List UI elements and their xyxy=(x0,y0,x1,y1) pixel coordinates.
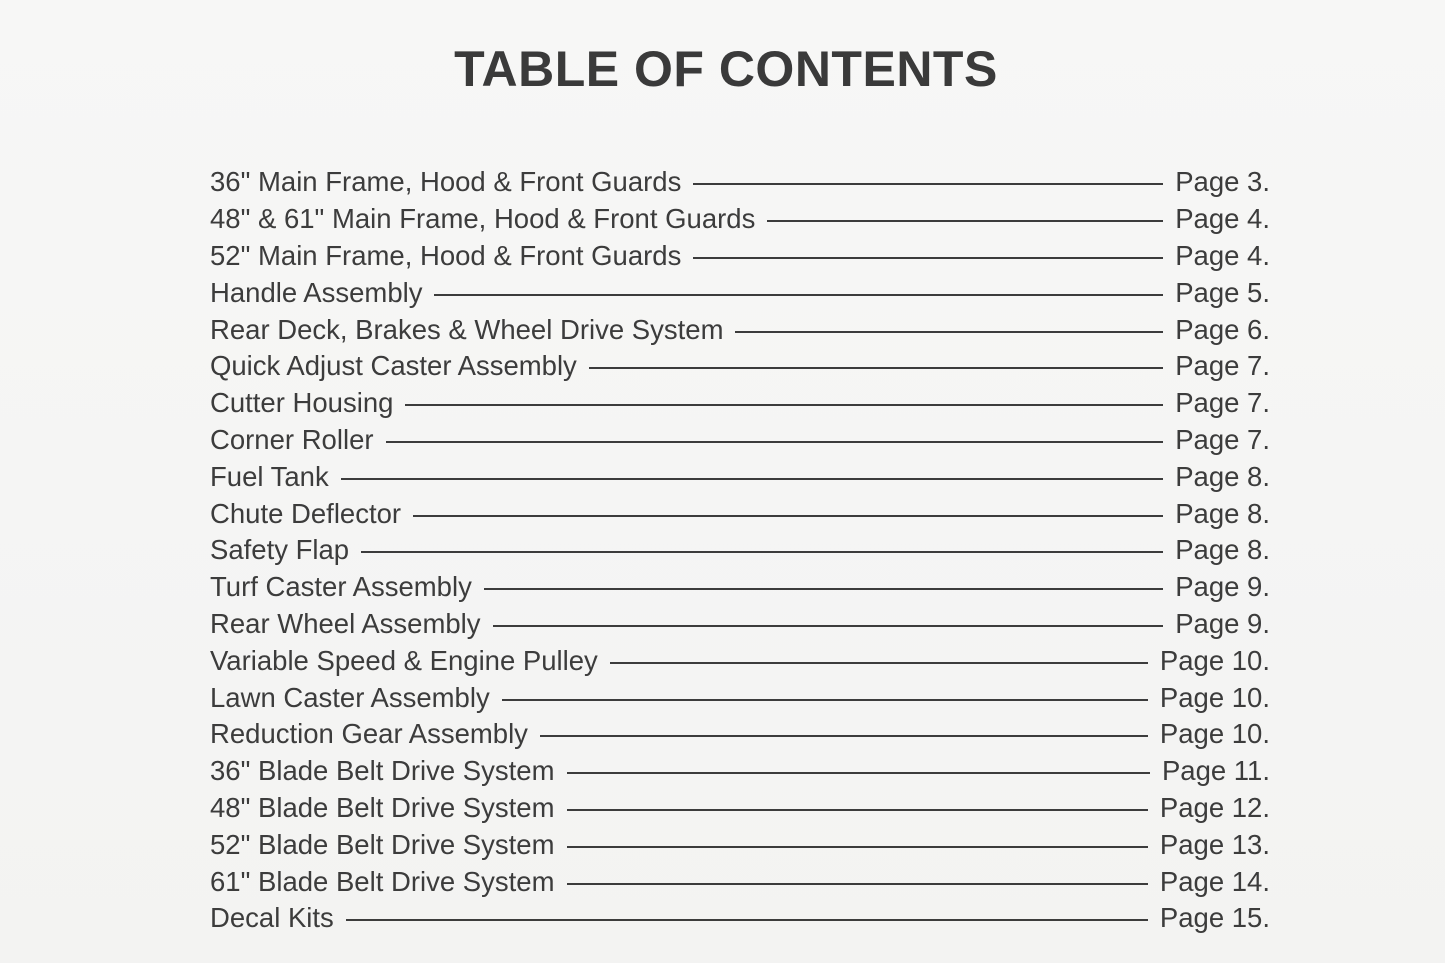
toc-entry xyxy=(210,679,1270,716)
toc-entry xyxy=(210,606,1270,643)
toc-entry-title: Rear Wheel Assembly xyxy=(210,607,481,639)
toc-entry-title: 52" Blade Belt Drive System xyxy=(210,828,555,860)
toc-entry-title: Chute Deflector xyxy=(210,497,402,529)
toc-entry-title: Reduction Gear Assembly xyxy=(210,718,528,750)
toc-leader-line xyxy=(589,367,1163,369)
toc-entry-page-number: Page 10. xyxy=(1159,718,1270,750)
toc-entry xyxy=(210,458,1270,495)
toc-entry-page-number: Page 4. xyxy=(1175,239,1270,271)
toc-leader-line xyxy=(693,183,1163,185)
toc-leader-line xyxy=(346,919,1148,921)
toc-entry-title: 61" Blade Belt Drive System xyxy=(210,865,555,897)
toc-entry-title: Rear Deck, Brakes & Wheel Drive System xyxy=(210,313,724,345)
toc-entry xyxy=(210,900,1270,937)
toc-leader-line xyxy=(405,404,1163,406)
toc-entry-title: Lawn Caster Assembly xyxy=(210,681,490,713)
toc-entry-title: Quick Adjust Caster Assembly xyxy=(210,350,577,382)
toc-entry-title: 52" Main Frame, Hood & Front Guards xyxy=(210,239,682,271)
toc-entry xyxy=(210,863,1270,900)
toc-leader-line xyxy=(493,625,1164,627)
toc-entry xyxy=(210,753,1270,790)
toc-leader-line xyxy=(434,294,1163,296)
toc-entry xyxy=(210,311,1270,348)
toc-entry xyxy=(210,495,1270,532)
toc-leader-line xyxy=(567,809,1148,811)
toc-entry-page-number: Page 3. xyxy=(1175,166,1270,198)
toc-entry-title: Fuel Tank xyxy=(210,460,329,492)
toc-entry-page-number: Page 11. xyxy=(1161,755,1270,787)
toc-leader-line xyxy=(484,588,1163,590)
toc-entry-title: Corner Roller xyxy=(210,423,374,455)
toc-entry xyxy=(210,385,1270,422)
toc-entry-title: Handle Assembly xyxy=(210,276,423,308)
toc-entry-page-number: Page 13. xyxy=(1159,828,1270,860)
toc-entry xyxy=(210,532,1270,569)
toc-entry-page-number: Page 7. xyxy=(1175,387,1270,419)
toc-leader-line xyxy=(540,735,1148,737)
toc-entry xyxy=(210,422,1270,459)
toc-entry-page-number: Page 10. xyxy=(1159,681,1270,713)
toc-entry-page-number: Page 6. xyxy=(1175,313,1270,345)
toc-entry-title: 48" Blade Belt Drive System xyxy=(210,791,555,823)
toc-entry xyxy=(210,201,1270,238)
toc-leader-line xyxy=(567,883,1148,885)
toc-leader-line xyxy=(567,846,1148,848)
toc-entry xyxy=(210,790,1270,827)
toc-leader-line xyxy=(341,478,1163,480)
toc-entry xyxy=(210,716,1270,753)
toc-entry-page-number: Page 7. xyxy=(1175,350,1270,382)
toc-leader-line xyxy=(767,220,1163,222)
toc-entry-title: 48" & 61" Main Frame, Hood & Front Guards xyxy=(210,203,756,235)
toc-leader-line xyxy=(413,515,1163,517)
toc-entry-page-number: Page 8. xyxy=(1175,534,1270,566)
toc-entry xyxy=(210,826,1270,863)
toc-leader-line xyxy=(361,551,1163,553)
toc-leader-line xyxy=(567,772,1150,774)
table-of-contents xyxy=(210,164,1270,937)
toc-entry-title: Safety Flap xyxy=(210,534,350,566)
toc-leader-line xyxy=(693,257,1163,259)
toc-entry-page-number: Page 15. xyxy=(1159,902,1270,934)
toc-entry-page-number: Page 8. xyxy=(1175,460,1270,492)
toc-leader-line xyxy=(735,331,1163,333)
toc-entry-title: Decal Kits xyxy=(210,902,334,934)
page-title: TABLE OF CONTENTS xyxy=(454,41,998,97)
toc-entry-title: Cutter Housing xyxy=(210,387,394,419)
toc-entry-title: Turf Caster Assembly xyxy=(210,571,472,603)
toc-entry xyxy=(210,642,1270,679)
toc-entry-page-number: Page 9. xyxy=(1175,607,1270,639)
toc-entry xyxy=(210,569,1270,606)
toc-entry-page-number: Page 14. xyxy=(1159,865,1270,897)
toc-entry-page-number: Page 5. xyxy=(1175,276,1270,308)
toc-leader-line xyxy=(502,699,1148,701)
toc-entry-page-number: Page 8. xyxy=(1175,497,1270,529)
toc-entry xyxy=(210,238,1270,275)
toc-entry-page-number: Page 7. xyxy=(1175,423,1270,455)
toc-entry-title: 36" Main Frame, Hood & Front Guards xyxy=(210,166,682,198)
toc-leader-line xyxy=(610,662,1148,664)
toc-entry xyxy=(210,274,1270,311)
toc-entry-page-number: Page 4. xyxy=(1175,203,1270,235)
toc-entry-page-number: Page 12. xyxy=(1159,791,1270,823)
toc-entry-title: 36" Blade Belt Drive System xyxy=(210,755,555,787)
toc-leader-line xyxy=(386,441,1164,443)
toc-entry-title: Variable Speed & Engine Pulley xyxy=(210,644,598,676)
toc-entry xyxy=(210,348,1270,385)
toc-entry-page-number: Page 9. xyxy=(1175,571,1270,603)
toc-entry-page-number: Page 10. xyxy=(1159,644,1270,676)
toc-entry xyxy=(210,164,1270,201)
